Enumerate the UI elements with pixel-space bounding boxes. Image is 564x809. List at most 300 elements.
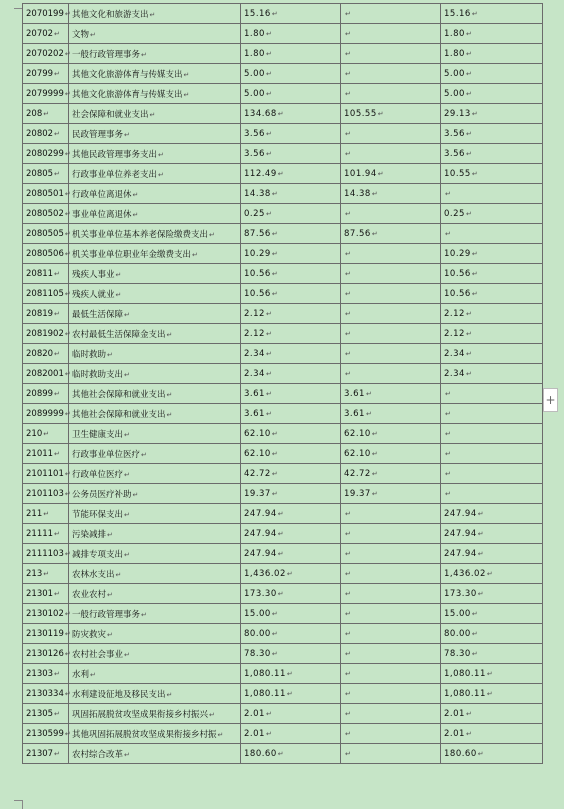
paragraph-mark-icon: ↵ (64, 489, 71, 498)
item-name-cell[interactable] (69, 504, 241, 524)
paragraph-mark-icon: ↵ (54, 69, 60, 78)
code-cell[interactable] (23, 224, 69, 244)
project-cell[interactable] (441, 224, 543, 244)
paragraph-mark-icon: ↵ (277, 169, 285, 178)
code-cell[interactable] (23, 664, 69, 684)
cell-text: 其他巩固拓展脱贫攻坚成果衔接乡村振 (72, 729, 217, 740)
paragraph-mark-icon: ↵ (477, 509, 485, 518)
code-cell[interactable] (23, 424, 69, 444)
basic-cell[interactable] (341, 484, 441, 504)
code-cell[interactable] (23, 684, 69, 704)
paragraph-mark-icon: ↵ (345, 509, 352, 518)
code-cell[interactable] (23, 504, 69, 524)
item-name-cell[interactable] (69, 744, 241, 764)
paragraph-mark-icon: ↵ (54, 589, 60, 598)
total-cell[interactable] (241, 684, 341, 704)
paragraph-mark-icon: ↵ (445, 449, 452, 458)
code-cell[interactable] (23, 4, 69, 24)
paragraph-mark-icon: ↵ (54, 749, 60, 758)
paragraph-mark-icon: ↵ (271, 249, 279, 258)
code-cell[interactable] (23, 384, 69, 404)
project-cell[interactable] (441, 664, 543, 684)
table-row (23, 584, 543, 604)
paragraph-mark-icon: ↵ (345, 89, 352, 98)
cell-text: 1,080.11 (444, 688, 486, 699)
code-cell[interactable] (23, 344, 69, 364)
paragraph-mark-icon: ↵ (477, 749, 485, 758)
item-name-cell[interactable] (69, 84, 241, 104)
cell-text: 15.16 (444, 8, 471, 19)
project-cell[interactable] (441, 64, 543, 84)
project-cell[interactable] (441, 364, 543, 384)
basic-cell[interactable] (341, 84, 441, 104)
code-cell[interactable] (23, 24, 69, 44)
code-cell[interactable] (23, 84, 69, 104)
project-cell[interactable] (441, 84, 543, 104)
cell-text: 20799 (26, 68, 54, 79)
project-cell[interactable] (441, 424, 543, 444)
project-cell[interactable] (441, 144, 543, 164)
paragraph-mark-icon: ↵ (209, 710, 215, 719)
cell-text: 29.13 (444, 108, 471, 119)
basic-cell[interactable] (341, 224, 441, 244)
item-name-cell[interactable] (69, 724, 241, 744)
code-cell[interactable] (23, 324, 69, 344)
paragraph-mark-icon: ↵ (54, 349, 60, 358)
paragraph-mark-icon: ↵ (345, 589, 352, 598)
item-name-cell[interactable] (69, 104, 241, 124)
basic-cell[interactable] (341, 444, 441, 464)
code-cell[interactable] (23, 44, 69, 64)
paragraph-mark-icon: ↵ (192, 250, 198, 259)
basic-cell[interactable] (341, 584, 441, 604)
table-row (23, 244, 543, 264)
paragraph-mark-icon: ↵ (265, 129, 273, 138)
paragraph-mark-icon: ↵ (371, 469, 379, 478)
cell-text: 2.34 (444, 348, 465, 359)
code-cell[interactable] (23, 404, 69, 424)
item-name-cell[interactable] (69, 384, 241, 404)
code-cell[interactable] (23, 544, 69, 564)
project-cell[interactable] (441, 104, 543, 124)
cell-text: 2079999 (26, 88, 64, 99)
item-name-cell[interactable] (69, 24, 241, 44)
code-cell[interactable] (23, 124, 69, 144)
project-cell[interactable] (441, 124, 543, 144)
code-cell[interactable] (23, 144, 69, 164)
basic-cell[interactable] (341, 324, 441, 344)
total-cell[interactable] (241, 504, 341, 524)
basic-cell[interactable] (341, 364, 441, 384)
basic-cell[interactable] (341, 64, 441, 84)
table-row (23, 544, 543, 564)
code-cell[interactable] (23, 464, 69, 484)
cell-text: 10.56 (444, 288, 471, 299)
paragraph-mark-icon: ↵ (271, 609, 279, 618)
project-cell[interactable] (441, 624, 543, 644)
total-cell[interactable] (241, 644, 341, 664)
code-cell[interactable] (23, 584, 69, 604)
total-cell[interactable] (241, 724, 341, 744)
basic-cell[interactable] (341, 144, 441, 164)
total-cell[interactable] (241, 4, 341, 24)
table-row (23, 644, 543, 664)
table-row (23, 484, 543, 504)
item-name-cell[interactable] (69, 284, 241, 304)
table-row (23, 4, 543, 24)
paragraph-mark-icon: ↵ (265, 309, 273, 318)
total-cell[interactable] (241, 484, 341, 504)
basic-cell[interactable] (341, 244, 441, 264)
project-cell[interactable] (441, 284, 543, 304)
table-row (23, 104, 543, 124)
item-name-cell[interactable] (69, 144, 241, 164)
basic-cell[interactable] (341, 164, 441, 184)
project-cell[interactable] (441, 304, 543, 324)
total-cell[interactable] (241, 284, 341, 304)
item-name-cell[interactable] (69, 184, 241, 204)
basic-cell[interactable] (341, 604, 441, 624)
basic-cell[interactable] (341, 624, 441, 644)
cell-text: 其他民政管理事务支出 (72, 149, 158, 160)
paragraph-mark-icon: ↵ (158, 170, 164, 179)
project-cell[interactable] (441, 544, 543, 564)
total-cell[interactable] (241, 184, 341, 204)
basic-cell[interactable] (341, 664, 441, 684)
project-cell[interactable] (441, 204, 543, 224)
basic-cell[interactable] (341, 264, 441, 284)
cell-text: 14.38 (344, 188, 371, 199)
cell-text: 62.10 (244, 448, 271, 459)
basic-cell[interactable] (341, 704, 441, 724)
paragraph-mark-icon: ↵ (107, 590, 113, 599)
total-cell[interactable] (241, 384, 341, 404)
basic-cell[interactable] (341, 504, 441, 524)
cell-text: 213 (26, 568, 43, 579)
paragraph-mark-icon: ↵ (115, 270, 122, 279)
cell-text: 0.25 (244, 208, 265, 219)
item-name-cell[interactable] (69, 524, 241, 544)
paragraph-mark-icon: ↵ (471, 649, 479, 658)
total-cell[interactable] (241, 524, 341, 544)
code-cell[interactable] (23, 724, 69, 744)
basic-cell[interactable] (341, 124, 441, 144)
item-name-cell[interactable] (69, 304, 241, 324)
total-cell[interactable] (241, 664, 341, 684)
paragraph-mark-icon: ↵ (377, 109, 385, 118)
paragraph-mark-icon: ↵ (277, 549, 285, 558)
item-name-cell[interactable] (69, 664, 241, 684)
total-cell[interactable] (241, 564, 341, 584)
total-cell[interactable] (241, 364, 341, 384)
total-cell[interactable] (241, 544, 341, 564)
paragraph-mark-icon: ↵ (445, 489, 452, 498)
basic-cell[interactable] (341, 24, 441, 44)
basic-cell[interactable] (341, 524, 441, 544)
total-cell[interactable] (241, 224, 341, 244)
total-cell[interactable] (241, 64, 341, 84)
item-name-cell[interactable] (69, 124, 241, 144)
project-cell[interactable] (441, 44, 543, 64)
cell-text: 180.60 (444, 748, 477, 759)
paragraph-mark-icon: ↵ (345, 709, 352, 718)
item-name-cell[interactable] (69, 4, 241, 24)
item-name-cell[interactable] (69, 464, 241, 484)
table-row (23, 164, 543, 184)
cell-text: 水利建设征地及移民支出 (72, 689, 166, 700)
project-cell[interactable] (441, 184, 543, 204)
paragraph-mark-icon: ↵ (158, 150, 164, 159)
cell-text: 2.01 (444, 708, 465, 719)
total-cell[interactable] (241, 464, 341, 484)
cell-text: 1,436.02 (244, 568, 286, 579)
basic-cell[interactable] (341, 44, 441, 64)
paragraph-mark-icon: ↵ (64, 149, 71, 158)
cell-text: 2.12 (244, 328, 265, 339)
basic-cell[interactable] (341, 564, 441, 584)
code-cell[interactable] (23, 604, 69, 624)
cell-text: 2130119 (26, 628, 64, 639)
total-cell[interactable] (241, 264, 341, 284)
project-cell[interactable] (441, 684, 543, 704)
total-cell[interactable] (241, 424, 341, 444)
basic-cell[interactable] (341, 464, 441, 484)
project-cell[interactable] (441, 444, 543, 464)
paragraph-mark-icon: ↵ (345, 649, 352, 658)
paragraph-mark-icon: ↵ (277, 529, 285, 538)
paragraph-mark-icon: ↵ (345, 549, 352, 558)
code-cell[interactable] (23, 744, 69, 764)
item-name-cell[interactable] (69, 644, 241, 664)
project-cell[interactable] (441, 744, 543, 764)
table-row (23, 624, 543, 644)
basic-cell[interactable] (341, 344, 441, 364)
paragraph-mark-icon: ↵ (141, 450, 147, 459)
total-cell[interactable] (241, 164, 341, 184)
paragraph-mark-icon: ↵ (365, 409, 373, 418)
cell-text: 2070202 (26, 48, 64, 59)
total-cell[interactable] (241, 304, 341, 324)
cell-text: 21305 (26, 708, 54, 719)
project-cell[interactable] (441, 324, 543, 344)
cell-text: 2.01 (244, 728, 265, 739)
cell-text: 3.61 (344, 388, 365, 399)
project-cell[interactable] (441, 504, 543, 524)
project-cell[interactable] (441, 264, 543, 284)
item-name-cell[interactable] (69, 44, 241, 64)
item-name-cell[interactable] (69, 244, 241, 264)
total-cell[interactable] (241, 104, 341, 124)
paragraph-mark-icon: ↵ (265, 389, 273, 398)
total-cell[interactable] (241, 124, 341, 144)
code-cell[interactable] (23, 264, 69, 284)
cell-text: 2130126 (26, 648, 64, 659)
cell-text: 3.61 (244, 388, 265, 399)
code-cell[interactable] (23, 644, 69, 664)
paragraph-mark-icon: ↵ (271, 9, 279, 18)
item-name-cell[interactable] (69, 424, 241, 444)
total-cell[interactable] (241, 444, 341, 464)
cell-text: 1,080.11 (244, 688, 286, 699)
paragraph-mark-icon: ↵ (64, 89, 71, 98)
total-cell[interactable] (241, 704, 341, 724)
item-name-cell[interactable] (69, 264, 241, 284)
cell-text: 2080501 (26, 188, 64, 199)
total-cell[interactable] (241, 584, 341, 604)
paragraph-mark-icon: ↵ (64, 49, 71, 58)
total-cell[interactable] (241, 44, 341, 64)
paragraph-mark-icon: ↵ (64, 369, 71, 378)
project-cell[interactable] (441, 384, 543, 404)
item-name-cell[interactable] (69, 604, 241, 624)
item-name-cell[interactable] (69, 444, 241, 464)
project-cell[interactable] (441, 164, 543, 184)
item-name-cell[interactable] (69, 484, 241, 504)
project-cell[interactable] (441, 344, 543, 364)
basic-cell[interactable] (341, 644, 441, 664)
paragraph-mark-icon: ↵ (124, 750, 130, 759)
add-row-button[interactable]: + (543, 388, 558, 412)
item-name-cell[interactable] (69, 404, 241, 424)
item-name-cell[interactable] (69, 164, 241, 184)
code-cell[interactable] (23, 164, 69, 184)
cell-text: 10.56 (244, 268, 271, 279)
total-cell[interactable] (241, 244, 341, 264)
cell-text: 3.56 (444, 128, 465, 139)
table-row (23, 24, 543, 44)
code-cell[interactable] (23, 184, 69, 204)
paragraph-mark-icon: ↵ (271, 469, 279, 478)
total-cell[interactable] (241, 204, 341, 224)
project-cell[interactable] (441, 704, 543, 724)
paragraph-mark-icon: ↵ (445, 389, 452, 398)
total-cell[interactable] (241, 624, 341, 644)
total-cell[interactable] (241, 84, 341, 104)
total-cell[interactable] (241, 324, 341, 344)
paragraph-mark-icon: ↵ (377, 169, 385, 178)
paragraph-mark-icon: ↵ (277, 109, 285, 118)
paragraph-mark-icon: ↵ (286, 569, 294, 578)
project-cell[interactable] (441, 724, 543, 744)
item-name-cell[interactable] (69, 344, 241, 364)
total-cell[interactable] (241, 604, 341, 624)
total-cell[interactable] (241, 24, 341, 44)
code-cell[interactable] (23, 564, 69, 584)
project-cell[interactable] (441, 4, 543, 24)
project-cell[interactable] (441, 604, 543, 624)
paragraph-mark-icon: ↵ (445, 429, 452, 438)
cell-text: 3.56 (244, 148, 265, 159)
item-name-cell[interactable] (69, 684, 241, 704)
item-name-cell[interactable] (69, 624, 241, 644)
basic-cell[interactable] (341, 4, 441, 24)
code-cell[interactable] (23, 64, 69, 84)
cell-text: 5.00 (444, 68, 465, 79)
budget-table-body (23, 4, 543, 764)
code-cell[interactable] (23, 444, 69, 464)
project-cell[interactable] (441, 644, 543, 664)
code-cell[interactable] (23, 624, 69, 644)
basic-cell[interactable] (341, 304, 441, 324)
basic-cell[interactable] (341, 284, 441, 304)
project-cell[interactable] (441, 404, 543, 424)
paragraph-mark-icon: ↵ (124, 470, 130, 479)
paragraph-mark-icon: ↵ (345, 669, 352, 678)
total-cell[interactable] (241, 344, 341, 364)
total-cell[interactable] (241, 144, 341, 164)
paragraph-mark-icon: ↵ (107, 630, 113, 639)
basic-cell[interactable] (341, 744, 441, 764)
basic-cell[interactable] (341, 684, 441, 704)
project-cell[interactable] (441, 584, 543, 604)
basic-cell[interactable] (341, 404, 441, 424)
item-name-cell[interactable] (69, 364, 241, 384)
basic-cell[interactable] (341, 724, 441, 744)
code-cell[interactable] (23, 704, 69, 724)
paragraph-mark-icon: ↵ (345, 209, 352, 218)
basic-cell[interactable] (341, 204, 441, 224)
project-cell[interactable] (441, 564, 543, 584)
paragraph-mark-icon: ↵ (149, 110, 156, 119)
cell-text: 其他文化和旅游支出 (72, 9, 149, 20)
item-name-cell[interactable] (69, 564, 241, 584)
paragraph-mark-icon: ↵ (43, 509, 50, 518)
total-cell[interactable] (241, 404, 341, 424)
basic-cell[interactable] (341, 424, 441, 444)
code-cell[interactable] (23, 104, 69, 124)
item-name-cell[interactable] (69, 224, 241, 244)
project-cell[interactable] (441, 244, 543, 264)
paragraph-mark-icon: ↵ (345, 749, 352, 758)
code-cell[interactable] (23, 484, 69, 504)
cell-text: 污染减排 (72, 529, 107, 540)
project-cell[interactable] (441, 524, 543, 544)
item-name-cell[interactable] (69, 704, 241, 724)
item-name-cell[interactable] (69, 544, 241, 564)
paragraph-mark-icon: ↵ (265, 149, 273, 158)
item-name-cell[interactable] (69, 204, 241, 224)
basic-cell[interactable] (341, 544, 441, 564)
total-cell[interactable] (241, 744, 341, 764)
code-cell[interactable] (23, 524, 69, 544)
basic-cell[interactable] (341, 384, 441, 404)
code-cell[interactable] (23, 284, 69, 304)
project-cell[interactable] (441, 464, 543, 484)
paragraph-mark-icon: ↵ (64, 549, 71, 558)
cell-text: 101.94 (344, 168, 377, 179)
item-name-cell[interactable] (69, 324, 241, 344)
paragraph-mark-icon: ↵ (183, 90, 190, 99)
paragraph-mark-icon: ↵ (471, 629, 479, 638)
cell-text: 247.94 (444, 548, 477, 559)
project-cell[interactable] (441, 24, 543, 44)
code-cell[interactable] (23, 244, 69, 264)
paragraph-mark-icon: ↵ (124, 130, 130, 139)
basic-cell[interactable] (341, 184, 441, 204)
project-cell[interactable] (441, 484, 543, 504)
paragraph-mark-icon: ↵ (115, 570, 122, 579)
item-name-cell[interactable] (69, 584, 241, 604)
cell-text: 3.61 (244, 408, 265, 419)
code-cell[interactable] (23, 364, 69, 384)
code-cell[interactable] (23, 204, 69, 224)
paragraph-mark-icon: ↵ (345, 609, 352, 618)
cell-text: 2.12 (244, 308, 265, 319)
paragraph-mark-icon: ↵ (64, 209, 71, 218)
item-name-cell[interactable] (69, 64, 241, 84)
code-cell[interactable] (23, 304, 69, 324)
basic-cell[interactable] (341, 104, 441, 124)
